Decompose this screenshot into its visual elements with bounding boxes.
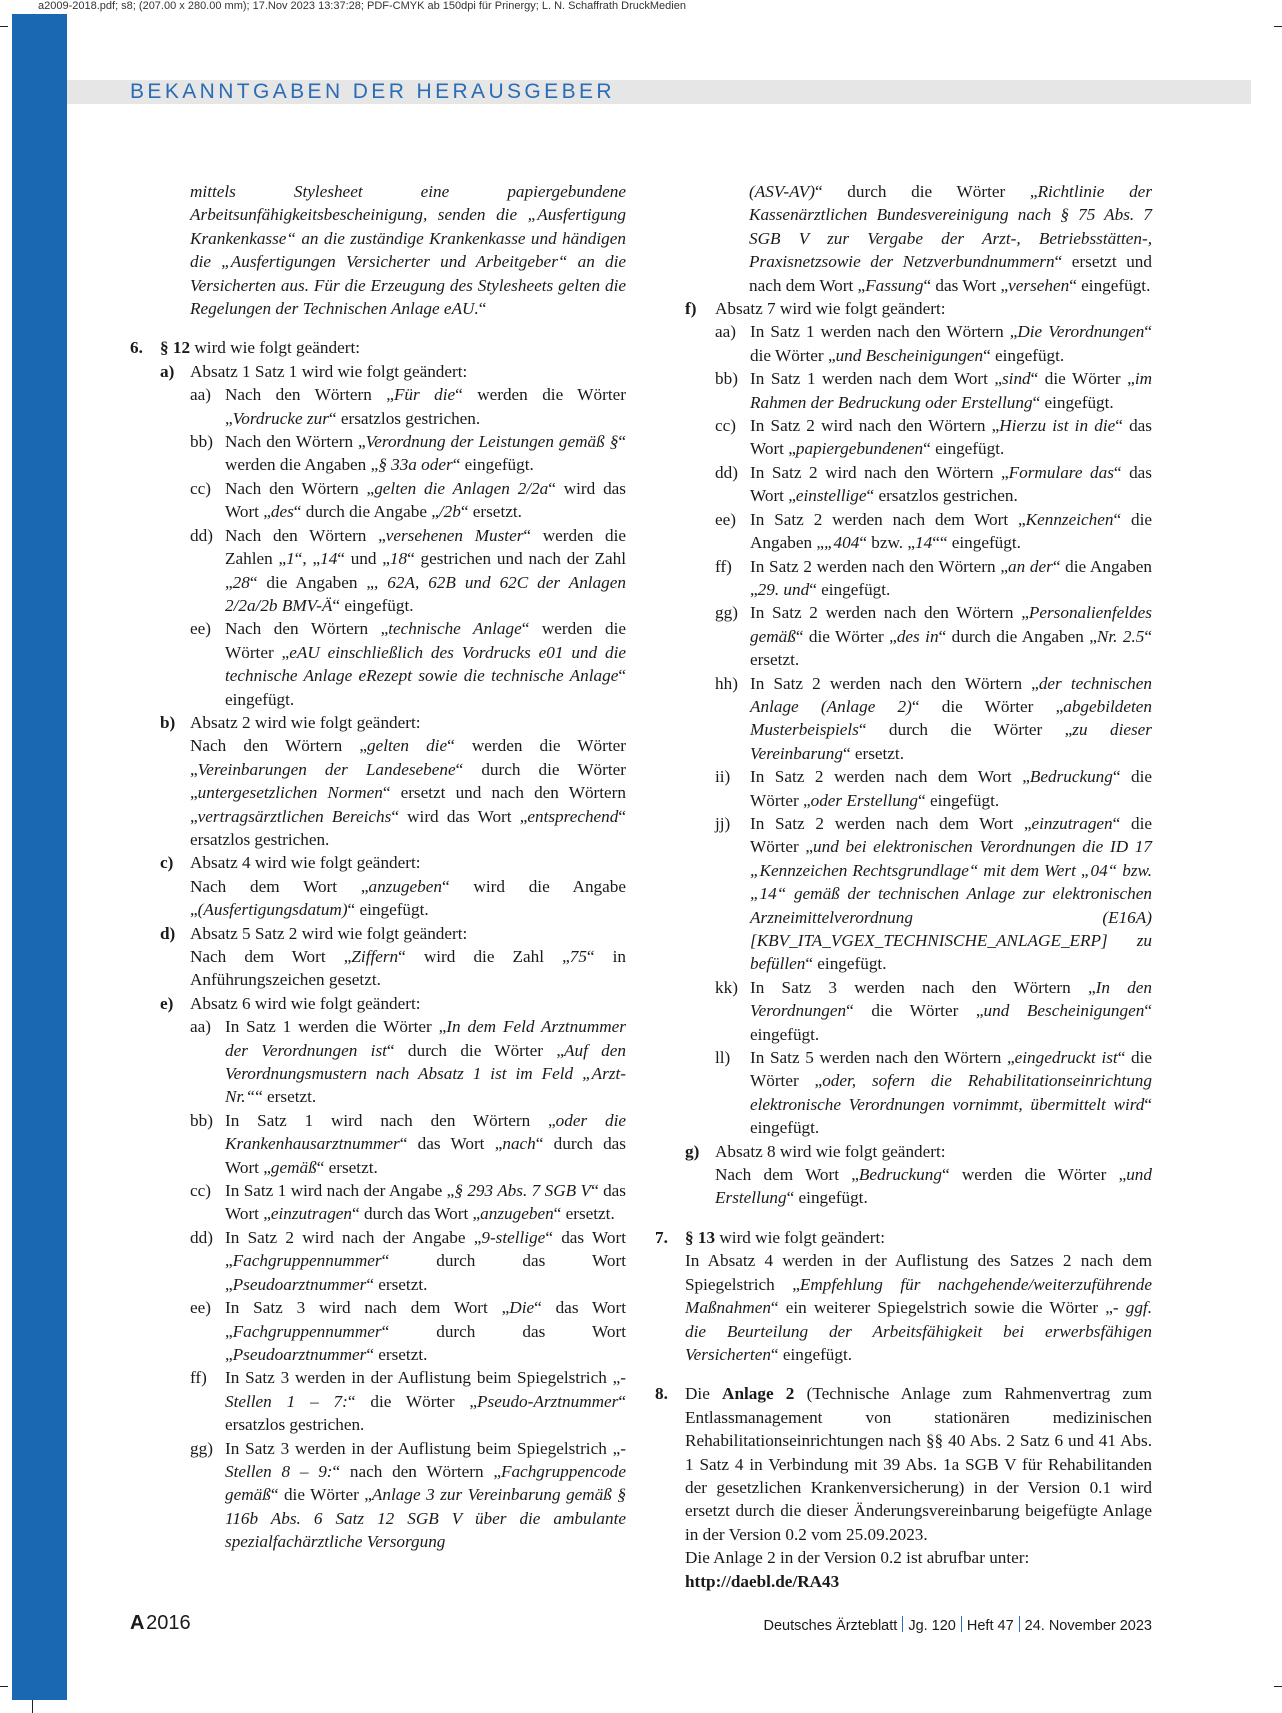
list-item: bb) In Satz 1 werden nach dem Wort „sind“ die Wörter „im Rahmen der Bedruckung oder Erstellung“ eingefügt. — [715, 369, 1152, 412]
list-item: kk) In Satz 3 werden nach den Wörtern „In den Verordnungen“ die Wörter „und Bescheinigungen“ eingefügt. — [715, 977, 1152, 1044]
list-item: dd) Nach den Wörtern „versehenen Muster“ werden die Zahlen „1“, „14“ und „18“ gestrichen und nach der Zahl „28“ die Angaben „, 62A, 62B und 62C der Anlagen 2/2a/2b BMV-Ä“ eingefügt. — [190, 525, 626, 615]
anlage-link[interactable]: http://daebl.de/RA43 — [685, 1571, 840, 1591]
list-item: dd) In Satz 2 wird nach den Wörtern „Formulare das“ das Wort „einstellige“ ersatzlos gestrichen. — [715, 462, 1152, 506]
list-item: e) Absatz 6 wird wie folgt geändert: — [160, 993, 421, 1013]
list-item: hh) In Satz 2 werden nach den Wörtern „der technischen Anlage (Anlage 2)“ die Wörter „abgebildeten Musterbeispiels“ durch die Wörter „zu dieser Vereinbarung“ ersetzt. — [715, 673, 1152, 763]
color-sidebar — [12, 14, 67, 1700]
list-item: 6. § 12 wird wie folgt geändert: — [130, 338, 360, 358]
section-title: BEKANNTGABEN DER HERAUSGEBER — [130, 80, 615, 103]
footer-citation — [764, 1616, 1152, 1634]
list-item: jj) In Satz 2 werden nach dem Wort „einzutragen“ die Wörter „und bei elektronischen Verordnungen die ID 17 „Kennzeichen Rechtsgrundlage“ mit dem Wert „04“ bzw. „14“ gemäß der technischen Anlage zur elektronischen Arzneimittelverordnung (E16A) [KBV_ITA_VGEX_TECHNISCHE_ANLAGE_ERP] zu befüllen“ eingefügt. — [715, 813, 1152, 974]
list-item: ee) In Satz 2 werden nach dem Wort „Kennzeichen“ die Angaben „„404“ bzw. „14““ eingefügt. — [715, 509, 1152, 553]
list-item: cc) In Satz 1 wird nach der Angabe „§ 293 Abs. 7 SGB V“ das Wort „einzutragen“ durch das Wort „anzugeben“ ersetzt. — [190, 1181, 627, 1224]
journal-name: Deutsches Ärzteblatt — [763, 1618, 898, 1634]
list-item: gg) In Satz 2 werden nach den Wörtern „Personalienfeldes gemäß“ die Wörter „des in“ durch die Angaben „Nr. 2.5“ ersetzt. — [715, 603, 1152, 670]
list-item: a) Absatz 1 Satz 1 wird wie folgt geändert: — [160, 361, 468, 381]
journal-date: 24. November 2023 — [1024, 1618, 1152, 1634]
list-item: ee) In Satz 3 wird nach dem Wort „Die“ das Wort „Fachgruppennummer“ durch das Wort „Pseudoarztnummer“ ersetzt. — [190, 1298, 626, 1364]
crop-mark — [1274, 26, 1282, 27]
crop-mark — [32, 1700, 33, 1713]
list-item: c) Absatz 4 wird wie folgt geändert: Nach dem Wort „anzugeben“ wird die Angabe „(Ausfertigungsdatum)“ eingefügt. — [160, 853, 626, 920]
list-item: ll) In Satz 5 werden nach den Wörtern „eingedruckt ist“ die Wörter „oder, sofern die Rehabilitationseinrichtung elektronische Verordnungen vornimmt, übermittelt wird“ eingefügt. — [715, 1048, 1152, 1138]
list-item: 8. Die Anlage 2 (Technische Anlage zum Rahmenvertrag zum Entlassmanagement von stationären medizinischen Rehabilitationseinrichtungen nach §§ 40 Abs. 2 Satz 6 und 41 Abs. 1 Satz 4 in Verbindung mit 39 Abs. 1a SGB V für Rehabilitanden der gesetzlichen Krankenversicherung) in der Version 0.1 wird ersetzt durch die dieser Änderungsvereinbarung beigefügte Anlage in der Version 0.2 vom 25.09.2023. Die Anlage 2 in der Version 0.2 ist abrufbar unter: http://daebl.de/RA43 — [655, 1384, 1152, 1591]
list-item: ee) Nach den Wörtern „technische Anlage“ werden die Wörter „eAU einschließlich des Vordrucks e01 und die technische Anlage eRezept sowie die technische Anlage“ eingefügt. — [190, 619, 627, 709]
crop-mark — [0, 1686, 8, 1687]
list-item: aa) In Satz 1 werden die Wörter „In dem Feld Arztnummer der Verordnungen ist“ durch die Wörter „Auf den Verordnungsmustern nach Absatz 1 ist im Feld „Arzt-Nr.““ ersetzt. — [190, 1017, 626, 1107]
list-item: bb) In Satz 1 wird nach den Wörtern „oder die Krankenhausarztnummer“ das Wort „nach“ durch das Wort „gemäß“ ersetzt. — [190, 1110, 626, 1177]
list-item: gg) In Satz 3 werden in der Auflistung beim Spiegelstrich „- Stellen 8 – 9:“ nach den Wörtern „Fachgruppencode gemäß“ die Wörter „Anlage 3 zur Vereinbarung gemäß § 116b Abs. 6 Satz 12 SGB V über die ambulante spezialfachärztliche Versorgung — [190, 1438, 627, 1552]
list-item: d) Absatz 5 Satz 2 wird wie folgt geändert: Nach dem Wort „Ziffern“ wird die Zahl „75“ in Anführungszeichen gesetzt. — [160, 923, 626, 990]
footer-separator — [961, 1616, 962, 1632]
crop-mark — [1274, 1686, 1282, 1687]
list-item: ff) In Satz 2 werden nach den Wörtern „an der“ die Angaben „29. und“ eingefügt. — [715, 556, 1152, 599]
right-column — [655, 180, 1152, 1593]
list-item: ff) In Satz 3 werden in der Auflistung beim Spiegelstrich „- Stellen 1 – 7:“ die Wörter „Pseudo-Arztnummer“ ersatzlos gestrichen. — [190, 1368, 626, 1435]
paragraph: mittels Stylesheet eine papiergebundene Arbeitsunfähigkeitsbescheinigung, senden die „Ausfertigung Krankenkasse“ an die zuständige Krankenkasse und händigen die „Ausfertigungen Versicherter und Arbeitgeber“ an die Versicherten aus. Für die Erzeugung des Stylesheets gelten die Regelungen der Technischen Anlage eAU.“ — [190, 182, 626, 319]
page-prefix: A — [130, 1612, 145, 1634]
page-number — [130, 1612, 191, 1635]
crop-mark — [0, 26, 8, 27]
list-item: ii) In Satz 2 werden nach dem Wort „Bedruckung“ die Wörter „oder Erstellung“ eingefügt. — [715, 767, 1152, 810]
list-item: 7. § 13 wird wie folgt geändert: In Absatz 4 werden in der Auflistung des Satzes 2 nach dem Spiegelstrich „Empfehlung für nachgehende/weiterzuführende Maßnahmen“ ein weiterer Spiegelstrich sowie die Wörter „- ggf. die Beurteilung der Arbeitsfähigkeit bei erwerbsfähigen Versicherten“ eingefügt. — [655, 1227, 1152, 1364]
list-item: g) Absatz 8 wird wie folgt geändert: Nach dem Wort „Bedruckung“ werden die Wörter „und Erstellung“ eingefügt. — [685, 1141, 1152, 1208]
journal-issue: Heft 47 — [966, 1618, 1014, 1634]
left-column — [130, 180, 626, 1554]
list-item: aa) Nach den Wörtern „Für die“ werden die Wörter „Vordrucke zur“ ersatzlos gestrichen. — [190, 385, 626, 428]
list-item: bb) Nach den Wörtern „Verordnung der Leistungen gemäß §“ werden die Angaben „§ 33a oder“ eingefügt. — [190, 432, 626, 475]
list-item: b) Absatz 2 wird wie folgt geändert: Nach den Wörtern „gelten die“ werden die Wörter „Vereinbarungen der Landesebene“ durch die Wörter „untergesetzlichen Normen“ ersetzt und nach den Wörtern „vertragsärztlichen Bereichs“ wird das Wort „entsprechend“ ersatzlos gestrichen. — [160, 712, 626, 849]
list-item: f) Absatz 7 wird wie folgt geändert: — [685, 299, 946, 319]
paragraph: (ASV-AV)“ durch die Wörter „Richtlinie der Kassenärztlichen Bundesvereinigung nach § 75 Abs. 7 SGB V zur Vergabe der Arzt-, Betriebsstätten-, Praxisnetzsowie der Netzverbundnummern“ ersetzt und nach dem Wort „Fassung“ das Wort „versehen“ eingefügt. — [749, 182, 1153, 295]
footer-separator — [902, 1616, 903, 1632]
list-item: cc) In Satz 2 wird nach den Wörtern „Hierzu ist in die“ das Wort „papiergebundenen“ eingefügt. — [715, 416, 1152, 459]
journal-volume: Jg. 120 — [908, 1618, 956, 1634]
footer-separator — [1019, 1616, 1020, 1632]
list-item: dd) In Satz 2 wird nach der Angabe „9-stellige“ das Wort „Fachgruppennummer“ durch das Wort „Pseudoarztnummer“ ersetzt. — [190, 1227, 626, 1294]
list-item: cc) Nach den Wörtern „gelten die Anlagen 2/2a“ wird das Wort „des“ durch die Angabe „/2b“ ersetzt. — [190, 478, 626, 522]
list-item: aa) In Satz 1 werden nach den Wörtern „Die Verordnungen“ die Wörter „und Bescheinigungen“ eingefügt. — [715, 322, 1152, 365]
print-info-line: a2009-2018.pdf; s8; (207.00 x 280.00 mm); 17.Nov 2023 13:37:28; PDF-CMYK ab 150dpi für Prinergy; L. N. Schaffrath DruckMedien — [38, 0, 686, 12]
page-number-value: 2016 — [146, 1612, 191, 1634]
